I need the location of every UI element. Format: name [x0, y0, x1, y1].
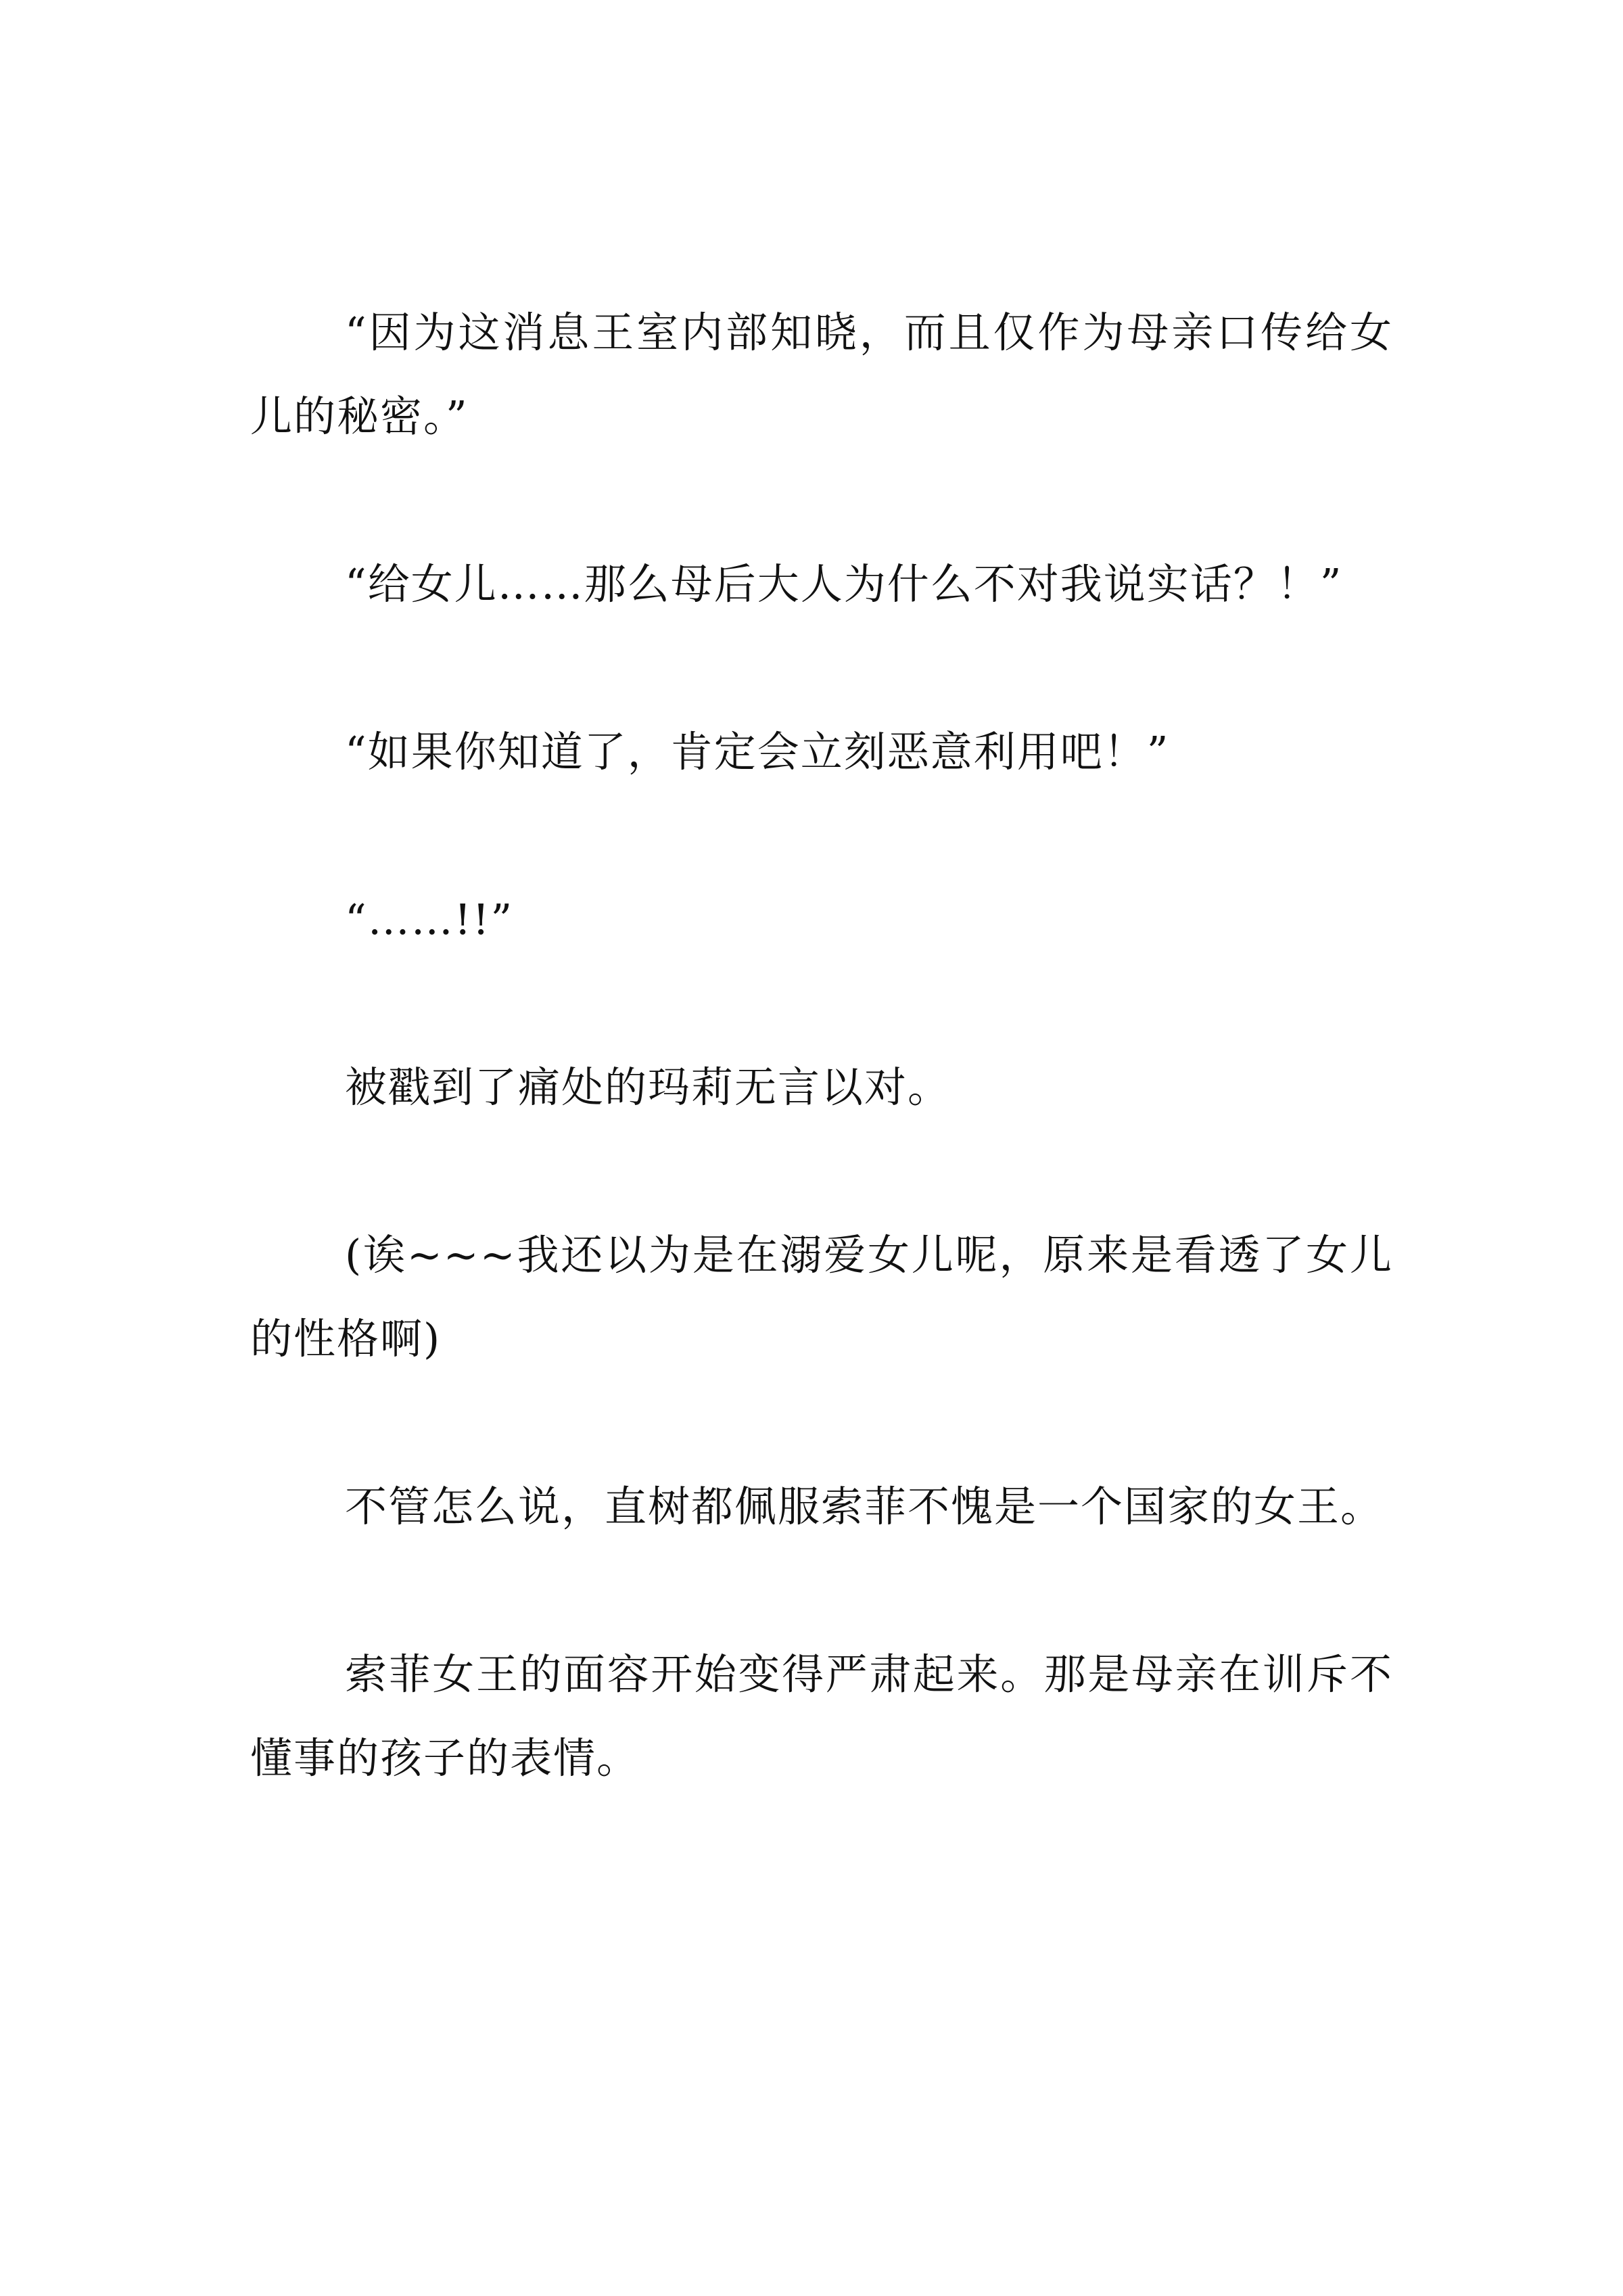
paragraph-3: “如果你知道了，肯定会立刻恶意利用吧！”: [345, 727, 1170, 776]
paragraph-2: “给女儿……那么母后大人为什么不对我说实话？！”: [345, 559, 1343, 609]
paragraph-5: 被戳到了痛处的玛莉无言以对。: [345, 1062, 951, 1112]
paragraph-6: (诶~~~我还以为是在溺爱女儿呢，原来是看透了女儿的性格啊): [250, 1230, 1393, 1363]
body-text: [250, 291, 1393, 1800]
paragraph-7: 不管怎么说，直树都佩服索菲不愧是一个国家的女王。: [345, 1482, 1384, 1531]
paragraph-1: “因为这消息王室内部知晓，而且仅作为母亲口传给女儿的秘密。”: [250, 308, 1393, 441]
paragraph-4: “……!!”: [345, 895, 514, 944]
paragraph-8: 索菲女王的面容开始变得严肃起来。那是母亲在训斥不懂事的孩子的表情。: [250, 1649, 1393, 1783]
